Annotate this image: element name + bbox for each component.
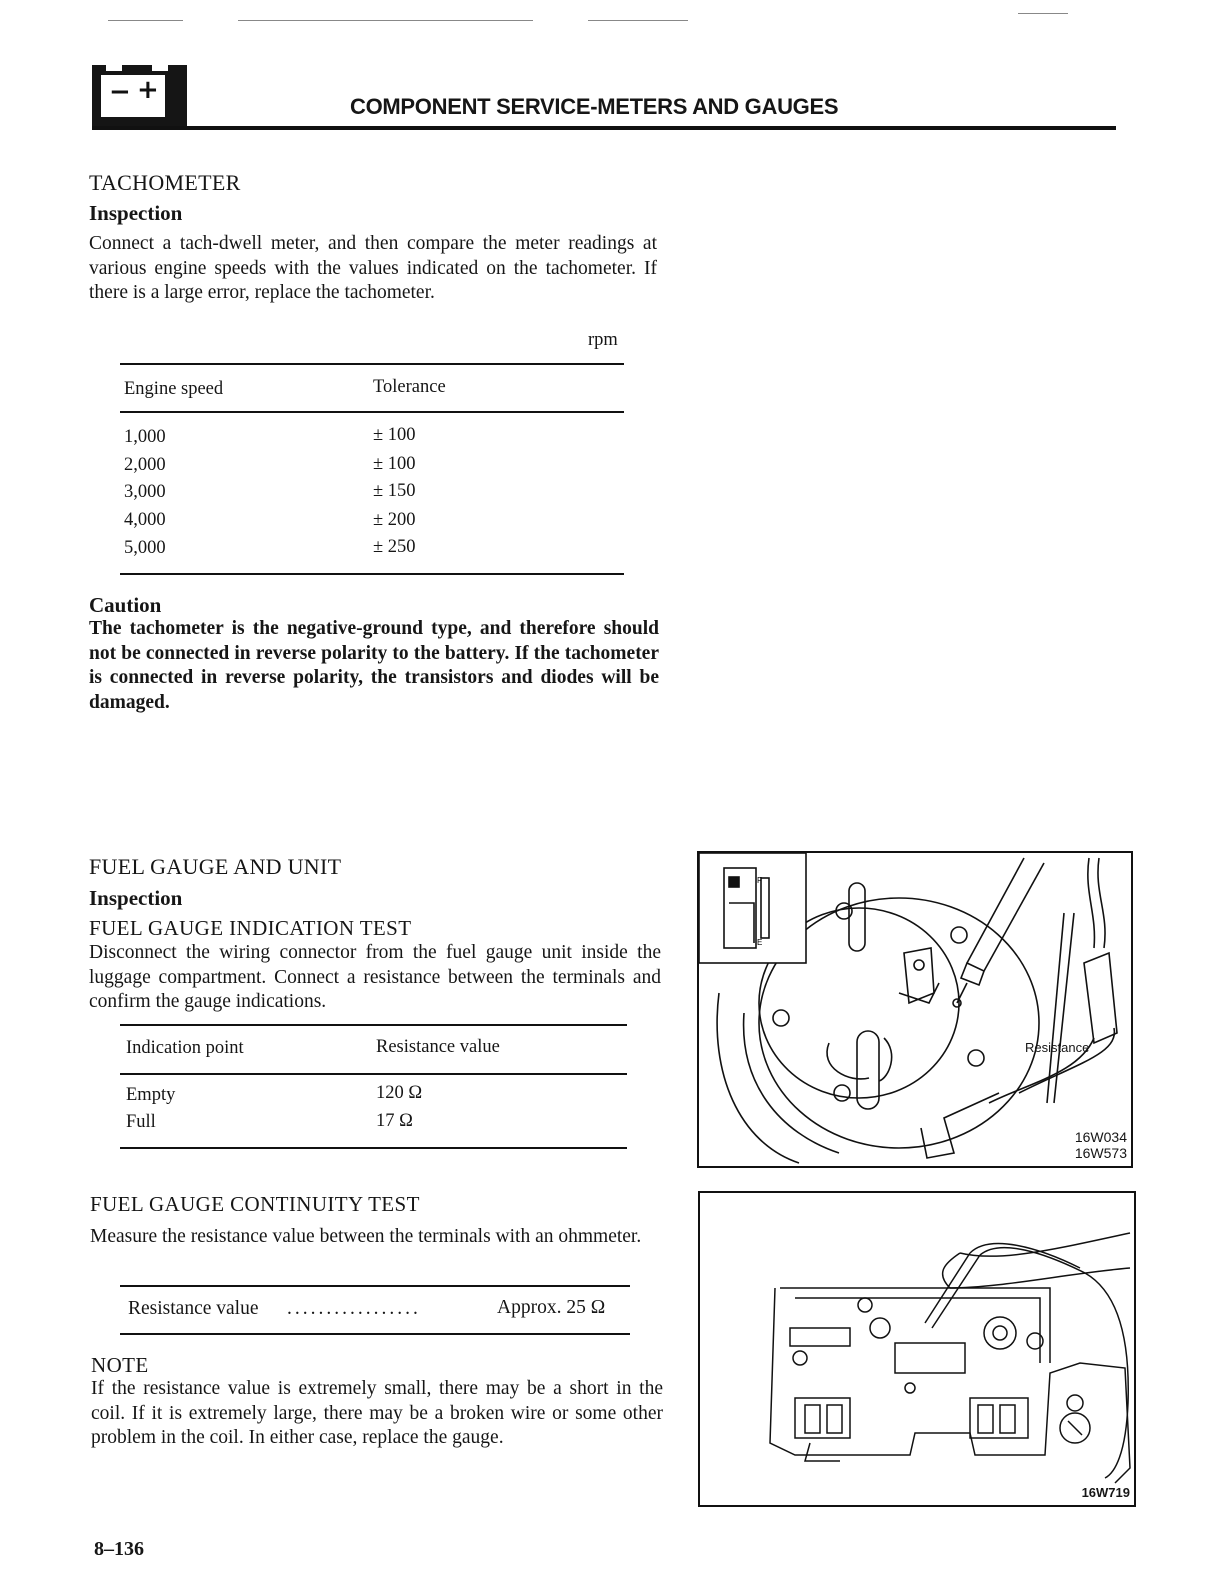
table-cell: Empty: [126, 1085, 176, 1105]
fuel-gauge-unit-illustration: [699, 853, 1131, 1166]
tachometer-title: TACHOMETER: [89, 170, 241, 195]
table-rule: [120, 1024, 627, 1026]
table-header-engine-speed: Engine speed: [124, 379, 224, 399]
battery-plus: +: [137, 75, 159, 105]
tachometer-unit: rpm: [588, 330, 618, 350]
top-rule: [108, 20, 183, 21]
table-header-resistance-value: Resistance value: [376, 1037, 500, 1057]
figure-code: 16W573: [1074, 1145, 1127, 1161]
header-rule: [92, 126, 1116, 130]
table-header-tolerance: Tolerance: [373, 377, 446, 397]
caution-heading: Caution: [89, 593, 162, 617]
resistance-spec-value: Approx. 25 Ω: [497, 1297, 606, 1318]
tachometer-inspection-heading: Inspection: [89, 201, 183, 225]
table-cell: ± 100: [373, 454, 416, 474]
table-cell: 3,000: [124, 482, 166, 502]
indication-test-body: Disconnect the wiring connector from the fuel gauge unit inside the luggage compartment. Connect a resistance between the terminals and confirm the gauge indications.: [89, 942, 661, 1012]
table-rule: [120, 411, 624, 413]
spec-rule: [120, 1285, 630, 1287]
table-cell: ± 250: [373, 537, 416, 557]
continuity-test-title: FUEL GAUGE CONTINUITY TEST: [90, 1192, 420, 1216]
resistance-spec-label: Resistance value: [128, 1298, 259, 1319]
table-cell: ± 200: [373, 510, 416, 530]
top-rule: [588, 20, 688, 21]
continuity-test-body: Measure the resistance value between the terminals with an ohmmeter.: [90, 1226, 642, 1247]
fuel-gauge-title: FUEL GAUGE AND UNIT: [89, 854, 342, 879]
fuel-gauge-unit-figure: [697, 851, 1133, 1168]
meter-continuity-figure: [698, 1191, 1136, 1507]
figure-code: 16W034: [1074, 1129, 1127, 1145]
table-cell: Full: [126, 1112, 156, 1132]
table-rule: [120, 363, 624, 365]
page-title: COMPONENT SERVICE-METERS AND GAUGES: [350, 94, 839, 119]
table-cell: ± 150: [373, 481, 416, 501]
table-cell: 4,000: [124, 510, 166, 530]
page-number: 8–136: [94, 1538, 144, 1560]
resistance-label: Resistance: [1025, 1040, 1090, 1055]
table-cell: ± 100: [373, 425, 416, 445]
indication-test-title: FUEL GAUGE INDICATION TEST: [89, 916, 412, 940]
top-rule: [238, 20, 533, 21]
note-heading: NOTE: [91, 1353, 149, 1377]
battery-minus: −: [109, 77, 131, 107]
spec-rule: [120, 1333, 630, 1335]
fuel-inspection-heading: Inspection: [89, 886, 183, 910]
table-header-indication-point: Indication point: [126, 1038, 244, 1058]
table-cell: 1,000: [124, 427, 166, 447]
table-cell: 2,000: [124, 455, 166, 475]
table-rule: [120, 1147, 627, 1149]
note-body: If the resistance value is extremely small, there may be a short in the coil. If it is extremely large, there may be a broken wire or some other problem in the coil. In either case, replace the gauge.: [91, 1378, 663, 1448]
figure-code: 16W719: [1081, 1485, 1130, 1500]
battery-icon: [92, 65, 187, 128]
table-cell: 5,000: [124, 538, 166, 558]
table-rule: [120, 1073, 627, 1075]
table-cell: 17 Ω: [376, 1111, 413, 1131]
tachometer-body: Connect a tach-dwell meter, and then compare the meter readings at various engine speeds with the values indicated on the tachometer. If there is a large error, replace the tachometer.: [89, 233, 657, 303]
gauge-f-mark: F: [757, 876, 762, 885]
table-cell: 120 Ω: [376, 1083, 423, 1103]
gauge-e-mark: E: [757, 938, 763, 947]
resistance-spec-dots: .................: [287, 1298, 421, 1319]
top-rule: [1018, 13, 1068, 14]
meter-continuity-illustration: [700, 1193, 1134, 1505]
table-rule: [120, 573, 624, 575]
caution-body: The tachometer is the negative-ground type, and therefore should not be connected in reverse polarity to the battery. If the tachometer is connected in reverse polarity, the transistors and diodes will be damaged.: [89, 618, 659, 713]
